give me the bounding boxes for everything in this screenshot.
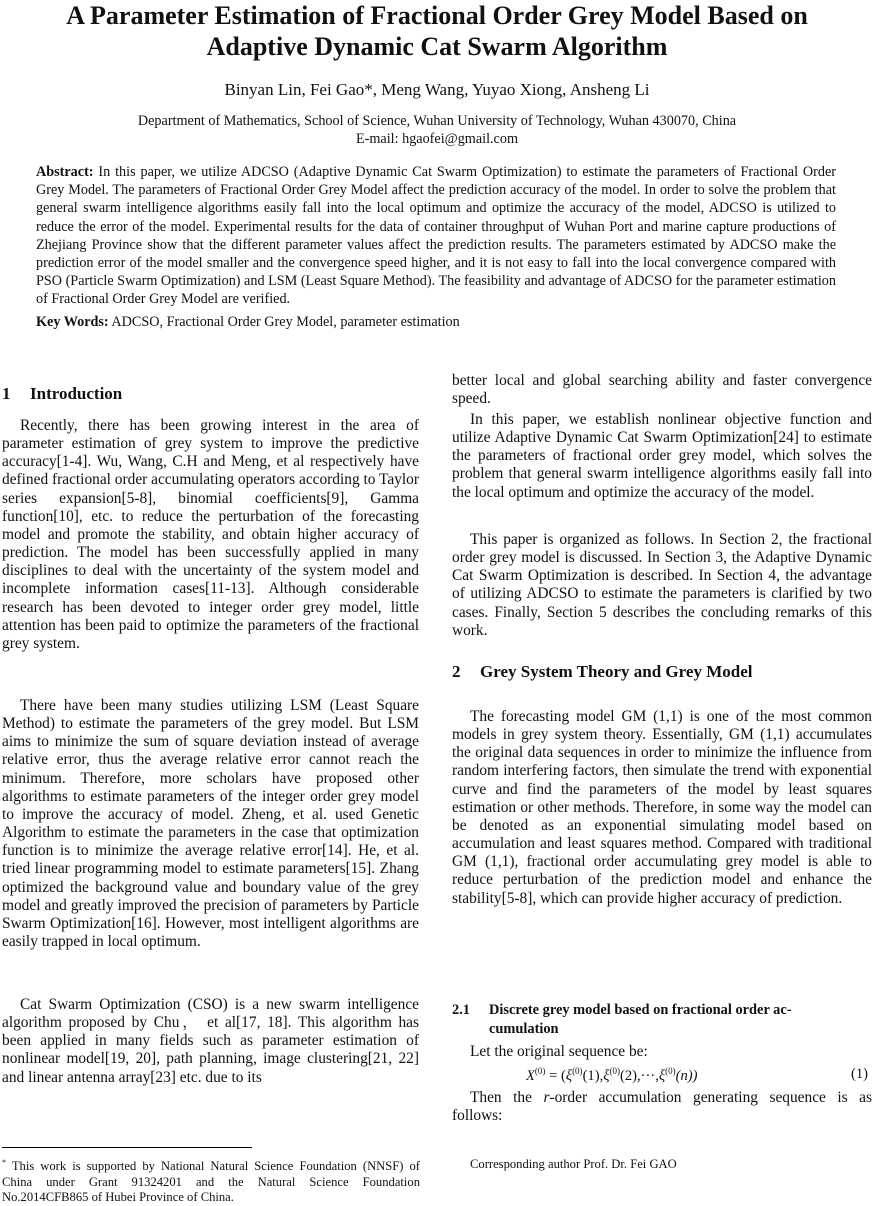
subsection-2-1-line-1: Discrete grey model based on fractional order ac- [489,1002,792,1018]
eq1-xi-1: ξ [565,1067,573,1084]
abstract-text: In this paper, we utilize ADCSO (Adaptive Dynamic Cat Swarm Optimization) to estimate the parameters of Fractional Order Grey Model. The parameters of Fractional Order Grey Model affect the prediction accuracy of the model. In order to solve the problem that general swarm intelligence algorithms easily fall into the local optimum and optimize the accuracy of the model, ADCSO is utilized to reduce the error of the model. Experimental results for the data of container throughput of Wuhan Port and marine capture productions of Zhejiang Province show that the different parameter values affect the prediction results. The parameters estimated by ADCSO make the prediction error of the model smaller and the convergence speed higher, and it is not easy to fall into the local convergence compared with PSO (Particle Swarm Optimization) and LSM (Least Square Method). The feasibility and advantage of ADCSO for the parameter estimation of Fractional Order Grey Model are verified. [36,164,837,308]
eq1-arg-2: (2),···, [619,1067,659,1084]
eq1-arg-3: (n)) [675,1067,698,1084]
title-line-2: Adaptive Dynamic Cat Swarm Algorithm [206,32,668,61]
title-line-1: A Parameter Estimation of Fractional Order Grey Model Based on [66,1,808,30]
subsection-2-1-heading [452,1001,872,1039]
intro-paragraph-2: There have been many studies utilizing LSM (Least Square Method) to estimate the parameters of the grey model. But LSM aims to minimize the sum of square deviation instead of average relative error, thus the average relative error cannot reach the minimum. Therefore, more scholars have proposed other algorithms to estimate parameters of the integer order grey model to improve the accuracy of model. Zheng, et al. used Genetic Algorithm to estimate the parameters in the case that optimization function is to minimize the average relative error[14]. He, et al. tried linear programming model to estimate parameters[15]. Zhang optimized the background value and boundary value of the grey model and greatly improved the precision of parameters by Particle Swarm Optimization[16]. However, most intelligent algorithms are easily trapped in local optimum. [2,697,419,951]
original-sequence-text: Let the original sequence be: [470,1043,648,1060]
corresponding-author: Corresponding author Prof. Dr. Fei GAO [470,1157,677,1171]
section-2-heading [452,662,752,682]
section-1-number: 1 [2,384,11,403]
right-paragraph-1: In this paper, we establish nonlinear objective function and utilize Adaptive Dynamic Cat Swarm Optimization[24] to estimate the parameters of fractional order grey model, which solves the problem that general swarm intelligence algorithms easily fall into the local optimum and optimize the accuracy of the model. [452,411,872,501]
affiliation: Department of Mathematics, School of Science, Wuhan University of Technology, Wuhan 430070, China [137,113,737,129]
authors: Binyan Lin, Fei Gao*, Meng Wang, Yuyao Xiong, Ansheng Li [224,80,650,99]
abstract [36,163,836,309]
accumulation-text-b: -order accumulation generating sequence is as follows: [452,1089,872,1125]
section-2-paragraph: The forecasting model GM (1,1) is one of the most common models in grey system theory. Essentially, GM (1,1) accumulates the original data sequences in order to minimize the influence from random interfering factors, then simulate the trend with exponential curve and find the parameters of the model by least squares estimation or other methods. Therefore, in some way the model can be denoted as an exponential simulating model based on accumulation and least squares method. Compared with traditional GM (1,1), fractional order accumulating grey model is able to reduce perturbation of the prediction model and enhance the stability[5-8], which can provide higher accuracy of prediction. [452,708,872,907]
eq1-xi-3: ξ [658,1067,666,1084]
subsection-2-1-number: 2.1 [452,1002,470,1018]
eq1-arg-1: (1), [582,1067,604,1084]
section-1-heading [2,384,122,404]
accumulation-text-r: r [543,1089,550,1106]
affiliation-block [0,112,874,148]
paper-title [0,0,874,62]
eq1-lhs-sup: (0) [534,1066,546,1076]
footnote [2,1155,420,1206]
footnote-rule [2,1147,252,1148]
eq1-sup-1: (0) [572,1066,583,1076]
intro-paragraph-3: Cat Swarm Optimization (CSO) is a new swarm intelligence algorithm proposed by Chu， et al[17, 18]. This algorithm has been applied in many fields such as parameter estimation of nonlinear model[19, 20], path planning, image clustering[21, 22] and linear antenna array[23] etc. due to its [2,996,419,1086]
eq1-lhs: X [526,1067,535,1084]
equation-1-label: (1) [850,1066,868,1082]
subsection-2-1-line-2: cumulation [489,1021,559,1037]
right-paragraph-0: better local and global searching ability and faster convergence speed. [452,372,872,408]
section-2-title: Grey System Theory and Grey Model [480,662,753,681]
footnote-text: This work is supported by National Natural Science Foundation (NNSF) of China under Grant 91324201 and the Natural Science Foundation No.2014CFB865 of Hubei Province of China. [2,1159,421,1205]
eq1-sup-3: (0) [665,1066,676,1076]
keywords [36,314,836,331]
accumulation-text-a: Then the [470,1089,544,1106]
section-1-title: Introduction [30,384,123,403]
eq1-xi-2: ξ [603,1067,610,1084]
intro-paragraph-1: Recently, there has been growing interest in the area of parameter estimation of grey system to improve the predictive accuracy[1-4]. Wu, Wang, C.H and Meng, et al respectively have defined fractional order accumulating operators according to Taylor series expansion[5-8], binomial coefficients[9], Gamma function[10], etc. to reduce the perturbation of the forecasting model and promote the stability, and obtain higher accuracy of prediction. The model has been successfully applied in many disciplines to deal with the uncertainty of the system model and incomplete information cases[11-13]. Although considerable research has been devoted to integer order grey model, little attention has been paid to optimize the parameters of the fractional grey system. [2,417,420,652]
keywords-label: Key Words: [36,314,109,330]
keywords-text: ADCSO, Fractional Order Grey Model, parameter estimation [111,314,460,330]
accumulation-text [452,1089,872,1125]
footnote-mark: * [2,1158,6,1167]
email: E-mail: hgaofei@gmail.com [356,131,518,147]
section-2-number: 2 [452,662,461,681]
equation-1-body [526,1066,698,1085]
right-paragraph-2: This paper is organized as follows. In Section 2, the fractional order grey model is discussed. In Section 3, the Adaptive Dynamic Cat Swarm Optimization is described. In Section 4, the advantage of utilizing ADCSO to estimate the parameters is clarified by two cases. Finally, Section 5 describes the concluding remarks of this work. [452,531,872,639]
eq1-equals: = ( [545,1067,566,1084]
abstract-label: Abstract: [36,164,94,180]
eq1-sup-2: (0) [609,1066,620,1076]
